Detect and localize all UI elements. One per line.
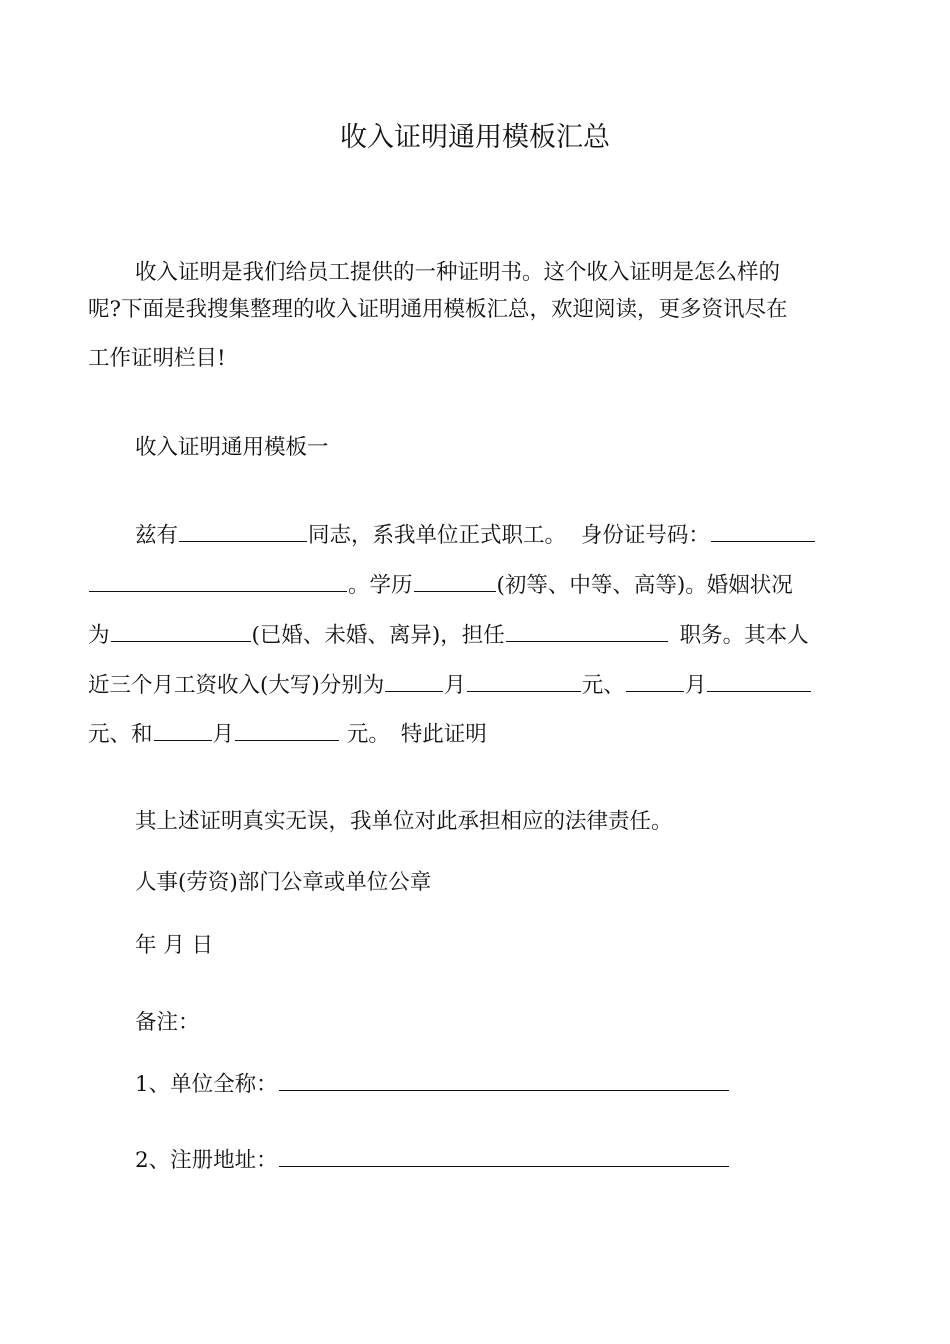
remark-item-registered-address — [135, 1144, 864, 1176]
intro-line-1: 收入证明是我们给员工提供的一种证明书。这个收入证明是怎么样的 — [135, 260, 781, 285]
education-blank — [414, 569, 496, 592]
body-text: 元、 — [581, 673, 625, 698]
body-text: 月 — [212, 722, 235, 747]
month-1-blank — [385, 669, 443, 692]
marital-status-blank — [111, 619, 251, 642]
seal-line: 人事(劳资)部门公章或单位公章 — [135, 870, 432, 895]
month-2-blank — [626, 669, 684, 692]
body-text: 近三个月工资收入(大写)分别为 — [88, 673, 385, 698]
body-text: 元、和 — [88, 722, 153, 747]
body-line-4 — [88, 669, 864, 701]
id-number-blank-continued — [89, 569, 347, 592]
company-name-blank — [279, 1068, 729, 1091]
salary-2-blank — [707, 669, 811, 692]
body-line-2 — [88, 569, 864, 601]
body-text: 月 — [444, 673, 466, 698]
body-line-1 — [135, 519, 864, 551]
remarks-heading: 备注： — [135, 1010, 200, 1035]
body-text: 职务。其本人 — [679, 623, 809, 648]
date-line: 年 月 日 — [135, 933, 214, 958]
salary-1-blank — [467, 669, 581, 692]
body-text: 特此证明 — [400, 722, 487, 747]
body-text: 兹有 — [135, 523, 179, 548]
body-line-5 — [88, 718, 864, 750]
body-text: 元。 — [346, 722, 390, 747]
name-blank — [179, 519, 307, 542]
registered-address-blank — [279, 1144, 729, 1167]
month-3-blank — [154, 718, 212, 741]
intro-line-2: 呢?下面是我搜集整理的收入证明通用模板汇总，欢迎阅读，更多资讯尽在 — [88, 297, 788, 322]
body-text: (已婚、未婚、离异)，担任 — [251, 623, 505, 648]
section-heading: 收入证明通用模板一 — [135, 435, 329, 460]
legal-statement: 其上述证明真实无误，我单位对此承担相应的法律责任。 — [135, 809, 673, 834]
body-text: 同志，系我单位正式职工。 — [308, 523, 567, 548]
body-text: 身份证号码： — [580, 523, 710, 548]
id-number-blank — [711, 519, 815, 542]
remark-label: 2、注册地址： — [135, 1148, 278, 1173]
document-title: 收入证明通用模板汇总 — [340, 122, 610, 153]
body-text: 。学历 — [348, 573, 413, 598]
body-text: 为 — [88, 623, 110, 648]
intro-line-3: 工作证明栏目! — [88, 346, 226, 371]
body-text: (初等、中等、高等)。婚姻状况 — [496, 573, 793, 598]
body-line-3 — [88, 619, 864, 651]
remark-item-company-name — [135, 1068, 864, 1100]
body-text: 月 — [684, 673, 707, 698]
remark-label: 1、单位全称： — [135, 1072, 278, 1097]
position-blank — [506, 619, 668, 642]
salary-3-blank — [235, 718, 339, 741]
